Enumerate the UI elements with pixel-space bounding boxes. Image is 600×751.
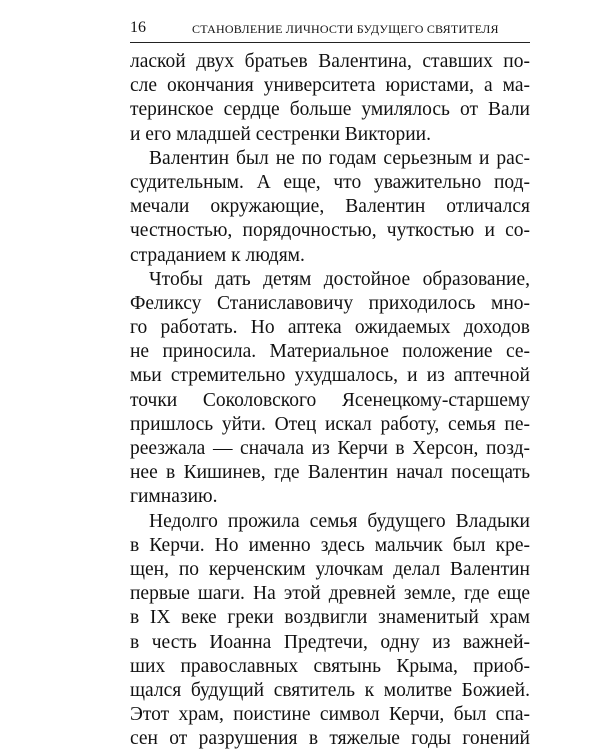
text-line: Этот храм, поистине символ Керчи, был спа- bbox=[130, 704, 530, 726]
text-line: Чтобы дать детям достойное образование, bbox=[149, 268, 530, 290]
text-line: сен от разрушения в тяжелые годы гонений bbox=[130, 728, 530, 750]
text-line: в IX веке греки воздвигли знаменитый храм bbox=[130, 607, 530, 629]
text-line: Феликсу Станиславовичу приходилось мно- bbox=[130, 292, 530, 314]
text-line: го работать. Но аптека ожидаемых доходов bbox=[130, 317, 530, 339]
text-line: пришлось уйти. Отец искал работу, семья пе- bbox=[130, 413, 530, 435]
text-line: мечали окружающие, Валентин отличался bbox=[130, 196, 530, 218]
paragraph bbox=[130, 510, 530, 751]
text-line: Валентин был не по годам серьезным и рас- bbox=[149, 147, 530, 169]
text-line: точки Соколовского Ясенецкому-старшему bbox=[130, 389, 530, 411]
text-line: нее в Кишинев, где Валентин начал посещать bbox=[130, 462, 530, 484]
running-title: СТАНОВЛЕНИЕ ЛИЧНОСТИ БУДУЩЕГО СВЯТИТЕЛЯ bbox=[192, 22, 499, 36]
text-line: лаской двух братьев Валентина, ставших по- bbox=[130, 51, 530, 72]
text-line: первые шаги. На этой древней земле, где еще bbox=[130, 583, 530, 605]
text-line: теринское сердце больше умилялось от Вали bbox=[130, 99, 530, 121]
page-number: 16 bbox=[130, 19, 146, 36]
paragraph bbox=[130, 50, 530, 147]
text-line: щался будущий святитель к молитве Божией. bbox=[130, 679, 530, 701]
text-line: честностью, порядочностью, чуткостью и со- bbox=[130, 220, 530, 242]
text-line: не приносила. Материальное положение се- bbox=[130, 341, 530, 363]
text-line: в честь Иоанна Предтечи, одну из важней- bbox=[130, 631, 530, 653]
text-line: реезжала — сначала из Керчи в Херсон, позд- bbox=[130, 438, 530, 459]
text-line: в Керчи. Но именно здесь мальчик был кре- bbox=[130, 534, 530, 556]
text-line: страданием к людям. bbox=[130, 244, 305, 266]
text-line: щен, по керченским улочкам делал Валентин bbox=[130, 558, 530, 580]
text-body bbox=[130, 50, 530, 751]
text-line: ших православных святынь Крыма, приоб- bbox=[130, 655, 530, 677]
paragraph bbox=[130, 268, 530, 510]
text-line: мьи стремительно ухудшалось, и из аптечной bbox=[130, 365, 530, 387]
text-line: и его младшей сестренки Виктории. bbox=[130, 123, 431, 145]
text-line: гимназию. bbox=[130, 486, 218, 508]
running-head bbox=[130, 16, 530, 43]
text-line: сле окончания университета юристами, а ма- bbox=[130, 75, 530, 97]
text-line: судительным. А еще, что уважительно под- bbox=[130, 171, 530, 193]
paragraph bbox=[130, 147, 530, 268]
text-line: Недолго прожила семья будущего Владыки bbox=[149, 510, 530, 532]
